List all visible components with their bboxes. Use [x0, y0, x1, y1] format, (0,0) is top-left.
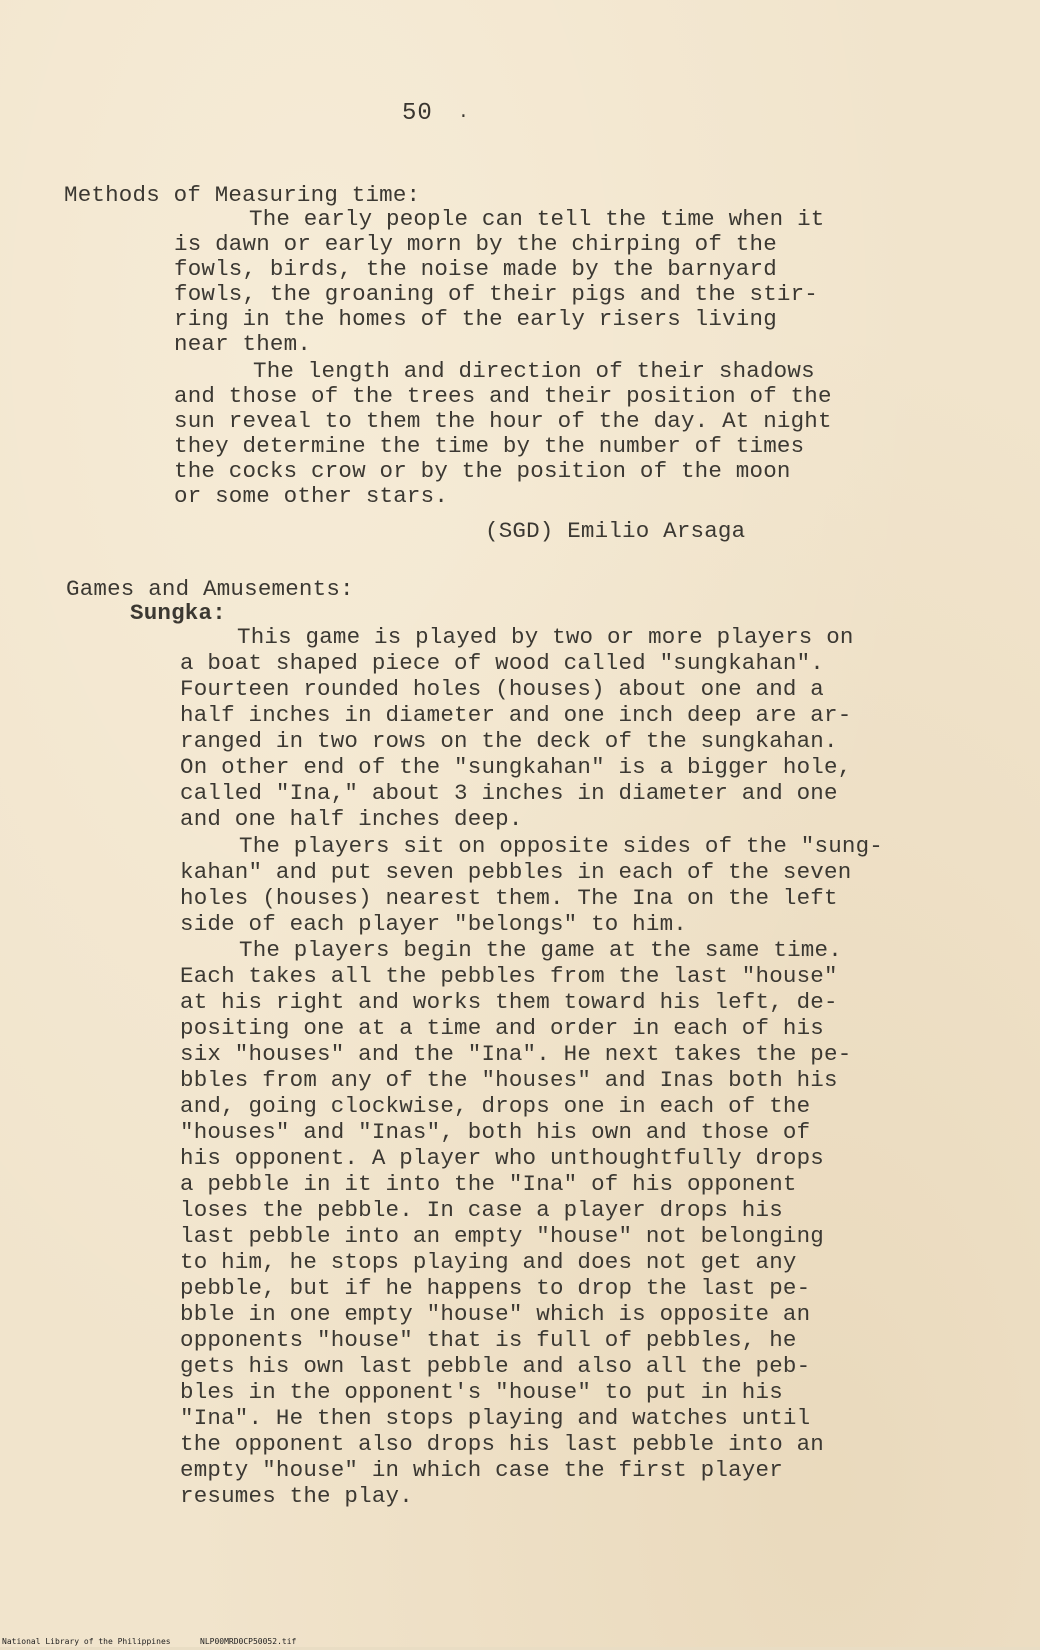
games-line: last pebble into an empty "house" not belonging: [180, 1223, 825, 1249]
games-line: his opponent. A player who unthoughtfully drops: [180, 1145, 825, 1171]
games-line: loses the pebble. In case a player drops his: [180, 1197, 783, 1223]
games-line: holes (houses) nearest them. The Ina on the left: [180, 885, 838, 911]
games-line: gets his own last pebble and also all the peb-: [180, 1353, 811, 1379]
footer-file: NLP00MRD0CP50052.tif: [200, 1637, 297, 1646]
page-number: 50: [402, 100, 433, 127]
sungka-subheading: Sungka:: [130, 600, 226, 626]
games-line: "houses" and "Inas", both his own and those of: [180, 1119, 811, 1145]
games-line: to him, he stops playing and does not get any: [180, 1249, 797, 1275]
games-line: side of each player "belongs" to him.: [180, 911, 687, 937]
games-line: half inches in diameter and one inch deep are ar-: [180, 702, 852, 728]
measuring-line: fowls, the groaning of their pigs and the stir-: [174, 281, 819, 307]
games-line: ranged in two rows on the deck of the sungkahan.: [180, 728, 838, 754]
measuring-line: the cocks crow or by the position of the moon: [174, 458, 791, 484]
games-line: a boat shaped piece of wood called "sungkahan".: [180, 650, 825, 676]
games-line: This game is played by two or more players on: [237, 624, 854, 650]
games-line: empty "house" in which case the first player: [180, 1457, 783, 1483]
games-line: "Ina". He then stops playing and watches until: [180, 1405, 811, 1431]
measuring-line: sun reveal to them the hour of the day. At night: [174, 408, 832, 434]
measuring-line: near them.: [174, 331, 312, 357]
games-line: and one half inches deep.: [180, 806, 523, 832]
games-line: called "Ina," about 3 inches in diameter and one: [180, 780, 838, 806]
games-line: The players sit on opposite sides of the "sung-: [239, 833, 884, 859]
signature: (SGD) Emilio Arsaga: [485, 518, 746, 544]
measuring-heading: Methods of Measuring time:: [64, 182, 421, 208]
measuring-line: The length and direction of their shadows: [253, 358, 815, 384]
games-heading: Games and Amusements:: [66, 576, 354, 602]
games-line: six "houses" and the "Ina". He next takes the pe-: [180, 1041, 852, 1067]
measuring-line: is dawn or early morn by the chirping of the: [174, 231, 777, 257]
games-line: The players begin the game at the same time.: [239, 937, 842, 963]
games-line: a pebble in it into the "Ina" of his opponent: [180, 1171, 797, 1197]
measuring-line: ring in the homes of the early risers living: [174, 306, 777, 332]
games-line: opponents "house" that is full of pebbles, he: [180, 1327, 797, 1353]
games-line: bles in the opponent's "house" to put in his: [180, 1379, 783, 1405]
games-line: Each takes all the pebbles from the last "house": [180, 963, 838, 989]
games-line: bbles from any of the "houses" and Inas both his: [180, 1067, 838, 1093]
measuring-line: or some other stars.: [174, 483, 449, 509]
page-dot: ·: [458, 107, 470, 127]
games-line: bble in one empty "house" which is opposite an: [180, 1301, 811, 1327]
games-line: and, going clockwise, drops one in each of the: [180, 1093, 811, 1119]
footer-library: National Library of the Philippines: [2, 1637, 171, 1646]
games-line: resumes the play.: [180, 1483, 413, 1509]
games-line: On other end of the "sungkahan" is a bigger hole,: [180, 754, 852, 780]
games-line: at his right and works them toward his left, de-: [180, 989, 838, 1015]
games-line: Fourteen rounded holes (houses) about one and a: [180, 676, 825, 702]
measuring-line: they determine the time by the number of times: [174, 433, 805, 459]
games-line: positing one at a time and order in each of his: [180, 1015, 825, 1041]
games-line: the opponent also drops his last pebble into an: [180, 1431, 825, 1457]
games-line: kahan" and put seven pebbles in each of the seven: [180, 859, 852, 885]
games-line: pebble, but if he happens to drop the last pe-: [180, 1275, 811, 1301]
measuring-line: and those of the trees and their position of the: [174, 383, 832, 409]
measuring-line: The early people can tell the time when it: [249, 206, 825, 232]
measuring-line: fowls, birds, the noise made by the barnyard: [174, 256, 777, 282]
